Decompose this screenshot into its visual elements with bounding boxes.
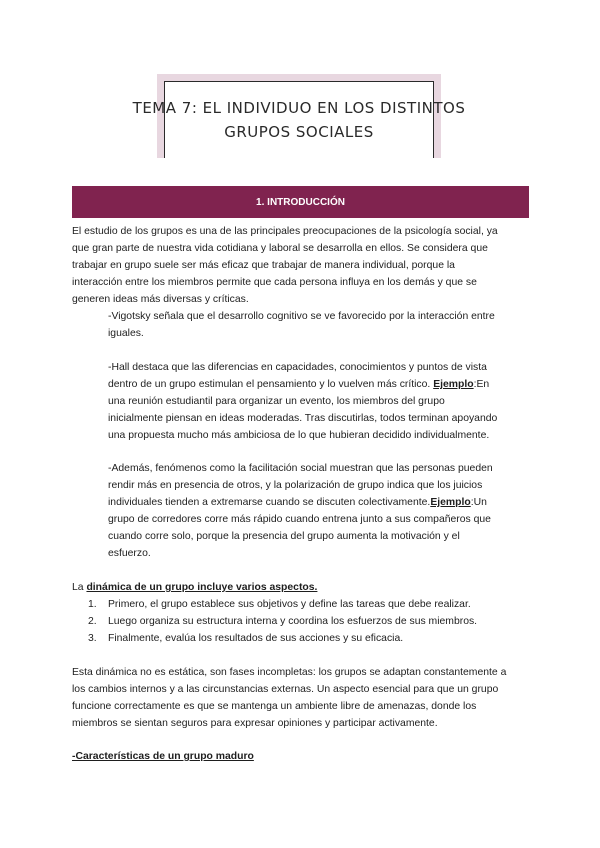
hall-line: una reunión estudiantil para organizar un evento, los miembros del grupo [108, 396, 445, 407]
intro-line: trabajar en grupo suele ser más eficaz que trabajar de manera individual, porque la [72, 260, 455, 271]
hall-line: inicialmente piensan en ideas moderadas. Tras discutirlas, todos terminan apoyando [108, 413, 498, 424]
hall-line: -Hall destaca que las diferencias en capacidades, conocimientos y puntos de vista [108, 362, 487, 373]
title-line-1: TEMA 7: EL INDIVIDUO EN LOS DISTINTOS [132, 99, 466, 117]
dinamica-heading [72, 579, 532, 596]
subheading-maduro: -Características de un grupo maduro [72, 751, 254, 762]
dinamica-line: miembros se sientan seguros para expresar opiniones y participar activamente. [72, 718, 438, 729]
vigotsky-line: -Vigotsky señala que el desarrollo cognitivo se ve favorecido por la interacción entre [108, 311, 495, 322]
intro-line: generen ideas más diversas y críticas. [72, 294, 249, 305]
fenomenos-line: -Además, fenómenos como la facilitación social muestran que las personas pueden [108, 463, 493, 474]
example-label: Ejemplo [433, 379, 474, 390]
vigotsky-line: iguales. [108, 328, 144, 339]
vigotsky-paragraph [108, 308, 528, 342]
fenomenos-paragraph [108, 460, 528, 562]
list-number: 3. [88, 633, 97, 644]
list-item [88, 613, 477, 630]
dinamica-emphasis: dinámica de un grupo incluye varios aspectos. [86, 582, 318, 593]
title-box [132, 74, 466, 158]
subheading-block [72, 748, 532, 765]
title-frame [132, 81, 466, 158]
list-number: 2. [88, 616, 97, 627]
hall-text: :En [473, 379, 490, 390]
hall-paragraph [108, 359, 528, 444]
intro-paragraph [72, 223, 532, 308]
fenomenos-line: esfuerzo. [108, 548, 151, 559]
dinamica-line: Esta dinámica no es estática, son fases incompletas: los grupos se adaptan constantemente a [72, 667, 507, 678]
hall-line: una propuesta mucho más ambiciosa de lo que hubieran decidido individualmente. [108, 430, 490, 441]
fenomenos-line: cuando corre solo, porque la presencia del grupo aumenta la motivación y el [108, 531, 460, 542]
intro-line: interacción entre los miembros permite que cada persona influya en los demás y que se [72, 277, 477, 288]
dinamica-prefix: La [72, 582, 87, 593]
fenomenos-line: rendir más en presencia de otros, y la polarización de grupo indica que los juicios [108, 480, 483, 491]
dinamica-paragraph [72, 664, 532, 732]
dinamica-line: los cambios internos y a las circunstancias externas. Un aspecto esencial para que un grupo [72, 684, 499, 695]
fenomenos-line: grupo de corredores corre más rápido cuando entrena junto a sus compañeros que [108, 514, 491, 525]
list-text: Primero, el grupo establece sus objetivos y define las tareas que debe realizar. [108, 599, 471, 610]
intro-line: El estudio de los grupos es una de las principales preocupaciones de la psicología social, ya [72, 226, 498, 237]
list-text: Finalmente, evalúa los resultados de sus acciones y su eficacia. [108, 633, 404, 644]
list-text: Luego organiza su estructura interna y coordina los esfuerzos de sus miembros. [108, 616, 478, 627]
list-number: 1. [88, 599, 97, 610]
hall-line [108, 376, 528, 393]
example-label: Ejemplo [430, 497, 471, 508]
dinamica-list [88, 596, 477, 647]
dinamica-heading-line [72, 579, 532, 596]
title-line-2: GRUPOS SOCIALES [224, 123, 374, 141]
section-heading: 1. INTRODUCCIÓN [256, 196, 345, 208]
dinamica-line: funcione correctamente es que se mantenga un ambiente libre de amenazas, donde los [72, 701, 477, 712]
hall-text: dentro de un grupo estimulan el pensamiento y lo vuelven más crítico. [108, 379, 434, 390]
fenomenos-text: :Un [470, 497, 487, 508]
intro-line: que gran parte de nuestra vida cotidiana y laboral se desarrolla en ellos. Se considera que [72, 243, 488, 254]
fenomenos-text: individuales tienden a extremarse cuando se discuten colectivamente. [108, 497, 431, 508]
list-item [88, 630, 477, 647]
section-heading-bar [72, 186, 529, 218]
list-item [88, 596, 477, 613]
fenomenos-line [108, 494, 528, 511]
